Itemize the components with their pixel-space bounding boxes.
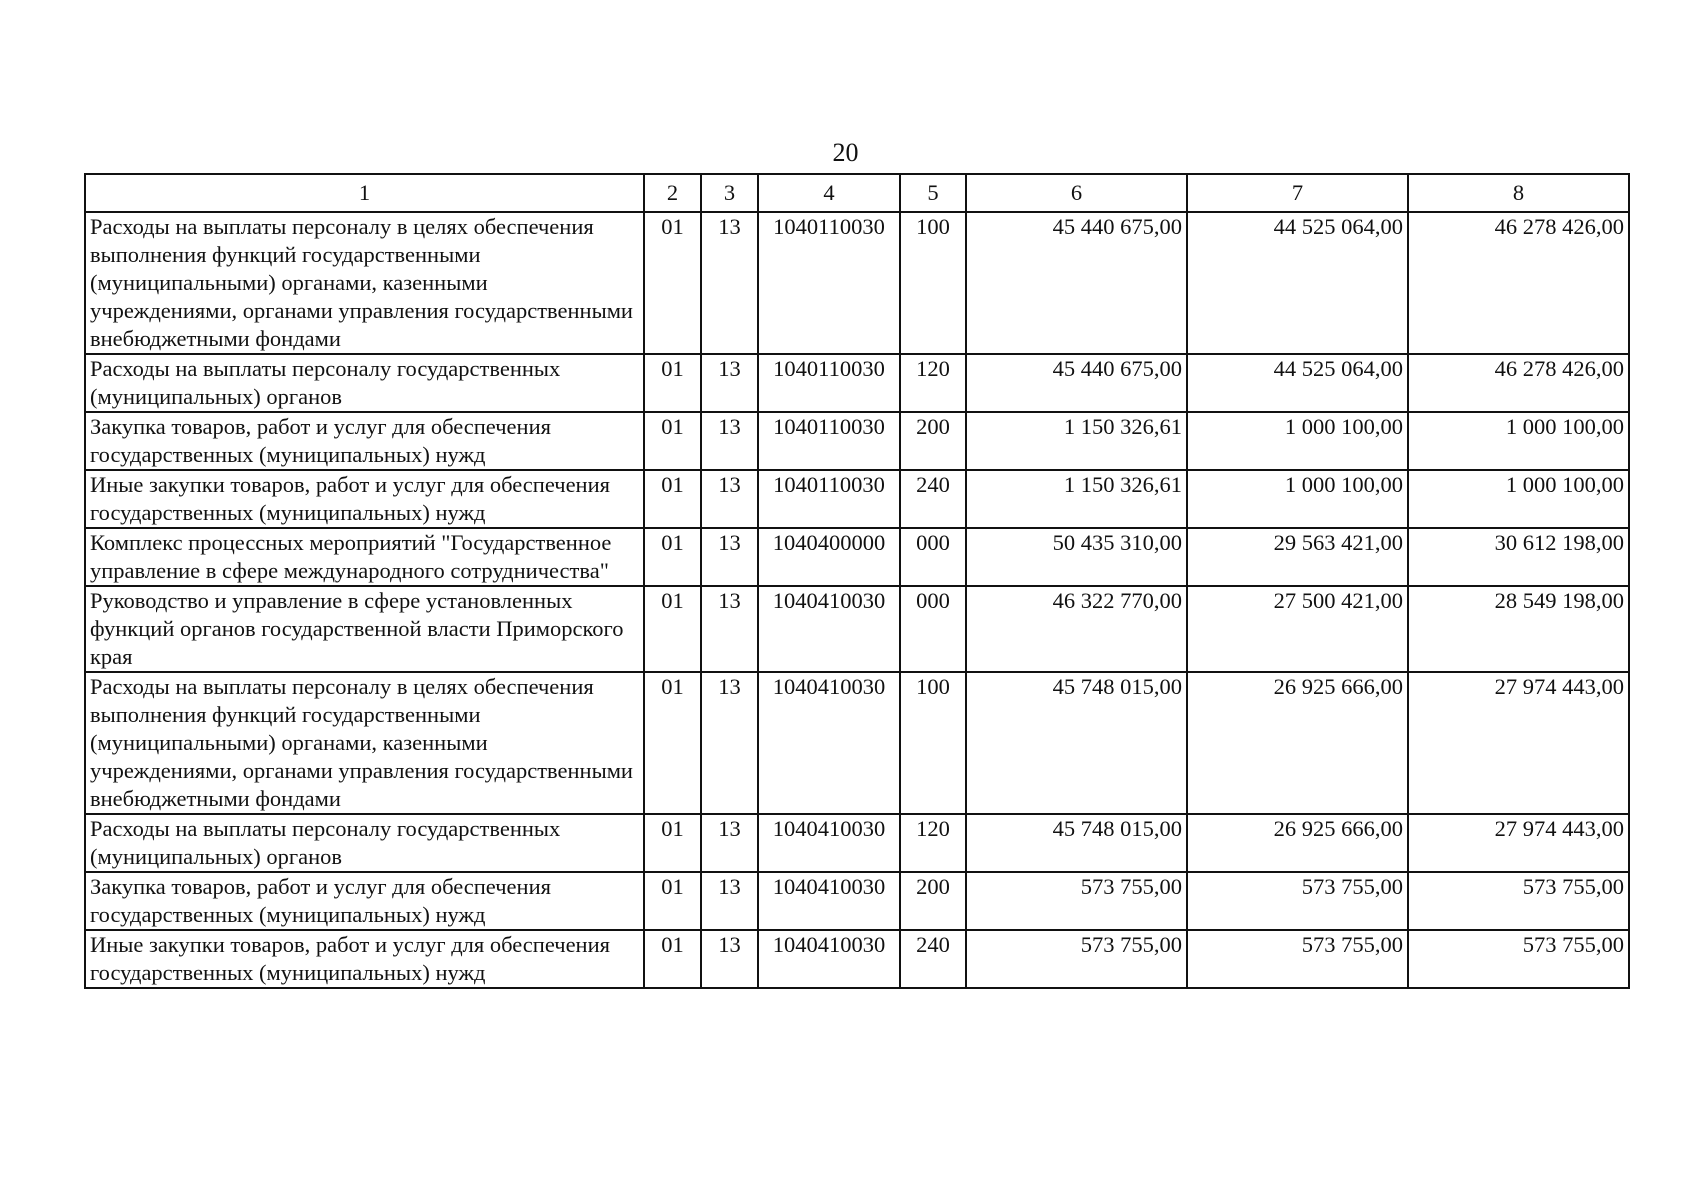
- table-row: [85, 354, 1629, 412]
- amount-col8-cell: 46 278 426,00: [1408, 212, 1629, 354]
- target-article-cell: 1040410030: [758, 930, 900, 988]
- table-row: [85, 930, 1629, 988]
- amount-col6-cell: 1 150 326,61: [966, 412, 1187, 470]
- section-code-cell: 01: [644, 672, 701, 814]
- expense-type-cell: 120: [900, 814, 966, 872]
- table-row: [85, 872, 1629, 930]
- target-article-cell: 1040410030: [758, 672, 900, 814]
- expense-type-cell: 000: [900, 528, 966, 586]
- amount-col6-cell: 573 755,00: [966, 872, 1187, 930]
- amount-col7-cell: 573 755,00: [1187, 930, 1408, 988]
- expense-name-cell: Иные закупки товаров, работ и услуг для обеспечения государственных (муниципальных) нужд: [85, 930, 644, 988]
- column-header: 2: [644, 174, 701, 212]
- target-article-cell: 1040110030: [758, 412, 900, 470]
- amount-col7-cell: 44 525 064,00: [1187, 354, 1408, 412]
- amount-col8-cell: 27 974 443,00: [1408, 814, 1629, 872]
- section-code-cell: 01: [644, 354, 701, 412]
- subsection-code-cell: 13: [701, 586, 758, 672]
- amount-col7-cell: 29 563 421,00: [1187, 528, 1408, 586]
- amount-col7-cell: 26 925 666,00: [1187, 672, 1408, 814]
- expense-name-cell: Расходы на выплаты персоналу в целях обеспечения выполнения функций государственными (муниципальными) органами, казенными учреждениями, органами управления государственными внебюджетными фондами: [85, 672, 644, 814]
- amount-col6-cell: 45 440 675,00: [966, 212, 1187, 354]
- target-article-cell: 1040410030: [758, 814, 900, 872]
- amount-col8-cell: 1 000 100,00: [1408, 412, 1629, 470]
- column-header: 5: [900, 174, 966, 212]
- section-code-cell: 01: [644, 470, 701, 528]
- subsection-code-cell: 13: [701, 672, 758, 814]
- target-article-cell: 1040110030: [758, 470, 900, 528]
- page-number: 20: [832, 138, 859, 167]
- header-row: [85, 174, 1629, 212]
- column-header: 3: [701, 174, 758, 212]
- expense-name-cell: Комплекс процессных мероприятий "Государственное управление в сфере международного сотрудничества": [85, 528, 644, 586]
- expense-name-cell: Руководство и управление в сфере установленных функций органов государственной власти Приморского края: [85, 586, 644, 672]
- table-header: [85, 174, 1629, 212]
- amount-col8-cell: 27 974 443,00: [1408, 672, 1629, 814]
- expense-name-cell: Расходы на выплаты персоналу в целях обеспечения выполнения функций государственными (муниципальными) органами, казенными учреждениями, органами управления государственными внебюджетными фондами: [85, 212, 644, 354]
- expense-type-cell: 240: [900, 930, 966, 988]
- expense-name-cell: Расходы на выплаты персоналу государственных (муниципальных) органов: [85, 814, 644, 872]
- amount-col6-cell: 45 748 015,00: [966, 814, 1187, 872]
- amount-col6-cell: 1 150 326,61: [966, 470, 1187, 528]
- amount-col6-cell: 50 435 310,00: [966, 528, 1187, 586]
- amount-col8-cell: 573 755,00: [1408, 930, 1629, 988]
- amount-col8-cell: 30 612 198,00: [1408, 528, 1629, 586]
- target-article-cell: 1040110030: [758, 212, 900, 354]
- expense-type-cell: 200: [900, 412, 966, 470]
- section-code-cell: 01: [644, 528, 701, 586]
- expense-name-cell: Закупка товаров, работ и услуг для обеспечения государственных (муниципальных) нужд: [85, 412, 644, 470]
- table-row: [85, 586, 1629, 672]
- subsection-code-cell: 13: [701, 528, 758, 586]
- amount-col6-cell: 45 440 675,00: [966, 354, 1187, 412]
- table-row: [85, 814, 1629, 872]
- subsection-code-cell: 13: [701, 412, 758, 470]
- target-article-cell: 1040400000: [758, 528, 900, 586]
- subsection-code-cell: 13: [701, 872, 758, 930]
- column-header: 4: [758, 174, 900, 212]
- amount-col7-cell: 1 000 100,00: [1187, 470, 1408, 528]
- column-header: 8: [1408, 174, 1629, 212]
- expense-type-cell: 100: [900, 672, 966, 814]
- target-article-cell: 1040410030: [758, 586, 900, 672]
- table-row: [85, 212, 1629, 354]
- column-header: 6: [966, 174, 1187, 212]
- target-article-cell: 1040110030: [758, 354, 900, 412]
- table-row: [85, 672, 1629, 814]
- subsection-code-cell: 13: [701, 212, 758, 354]
- expense-type-cell: 000: [900, 586, 966, 672]
- table-row: [85, 470, 1629, 528]
- amount-col7-cell: 1 000 100,00: [1187, 412, 1408, 470]
- section-code-cell: 01: [644, 586, 701, 672]
- expense-type-cell: 120: [900, 354, 966, 412]
- expense-name-cell: Иные закупки товаров, работ и услуг для обеспечения государственных (муниципальных) нужд: [85, 470, 644, 528]
- section-code-cell: 01: [644, 212, 701, 354]
- target-article-cell: 1040410030: [758, 872, 900, 930]
- amount-col8-cell: 573 755,00: [1408, 872, 1629, 930]
- amount-col7-cell: 26 925 666,00: [1187, 814, 1408, 872]
- expense-type-cell: 100: [900, 212, 966, 354]
- subsection-code-cell: 13: [701, 354, 758, 412]
- section-code-cell: 01: [644, 814, 701, 872]
- table-body: [85, 212, 1629, 988]
- section-code-cell: 01: [644, 872, 701, 930]
- subsection-code-cell: 13: [701, 814, 758, 872]
- section-code-cell: 01: [644, 412, 701, 470]
- amount-col6-cell: 45 748 015,00: [966, 672, 1187, 814]
- budget-table: [84, 173, 1630, 989]
- amount-col8-cell: 46 278 426,00: [1408, 354, 1629, 412]
- column-header: 7: [1187, 174, 1408, 212]
- amount-col8-cell: 28 549 198,00: [1408, 586, 1629, 672]
- subsection-code-cell: 13: [701, 930, 758, 988]
- amount-col6-cell: 46 322 770,00: [966, 586, 1187, 672]
- expense-name-cell: Закупка товаров, работ и услуг для обеспечения государственных (муниципальных) нужд: [85, 872, 644, 930]
- amount-col7-cell: 44 525 064,00: [1187, 212, 1408, 354]
- amount-col8-cell: 1 000 100,00: [1408, 470, 1629, 528]
- table-row: [85, 412, 1629, 470]
- subsection-code-cell: 13: [701, 470, 758, 528]
- column-header: 1: [85, 174, 644, 212]
- amount-col7-cell: 573 755,00: [1187, 872, 1408, 930]
- expense-name-cell: Расходы на выплаты персоналу государственных (муниципальных) органов: [85, 354, 644, 412]
- amount-col6-cell: 573 755,00: [966, 930, 1187, 988]
- section-code-cell: 01: [644, 930, 701, 988]
- expense-type-cell: 200: [900, 872, 966, 930]
- expense-type-cell: 240: [900, 470, 966, 528]
- amount-col7-cell: 27 500 421,00: [1187, 586, 1408, 672]
- table-row: [85, 528, 1629, 586]
